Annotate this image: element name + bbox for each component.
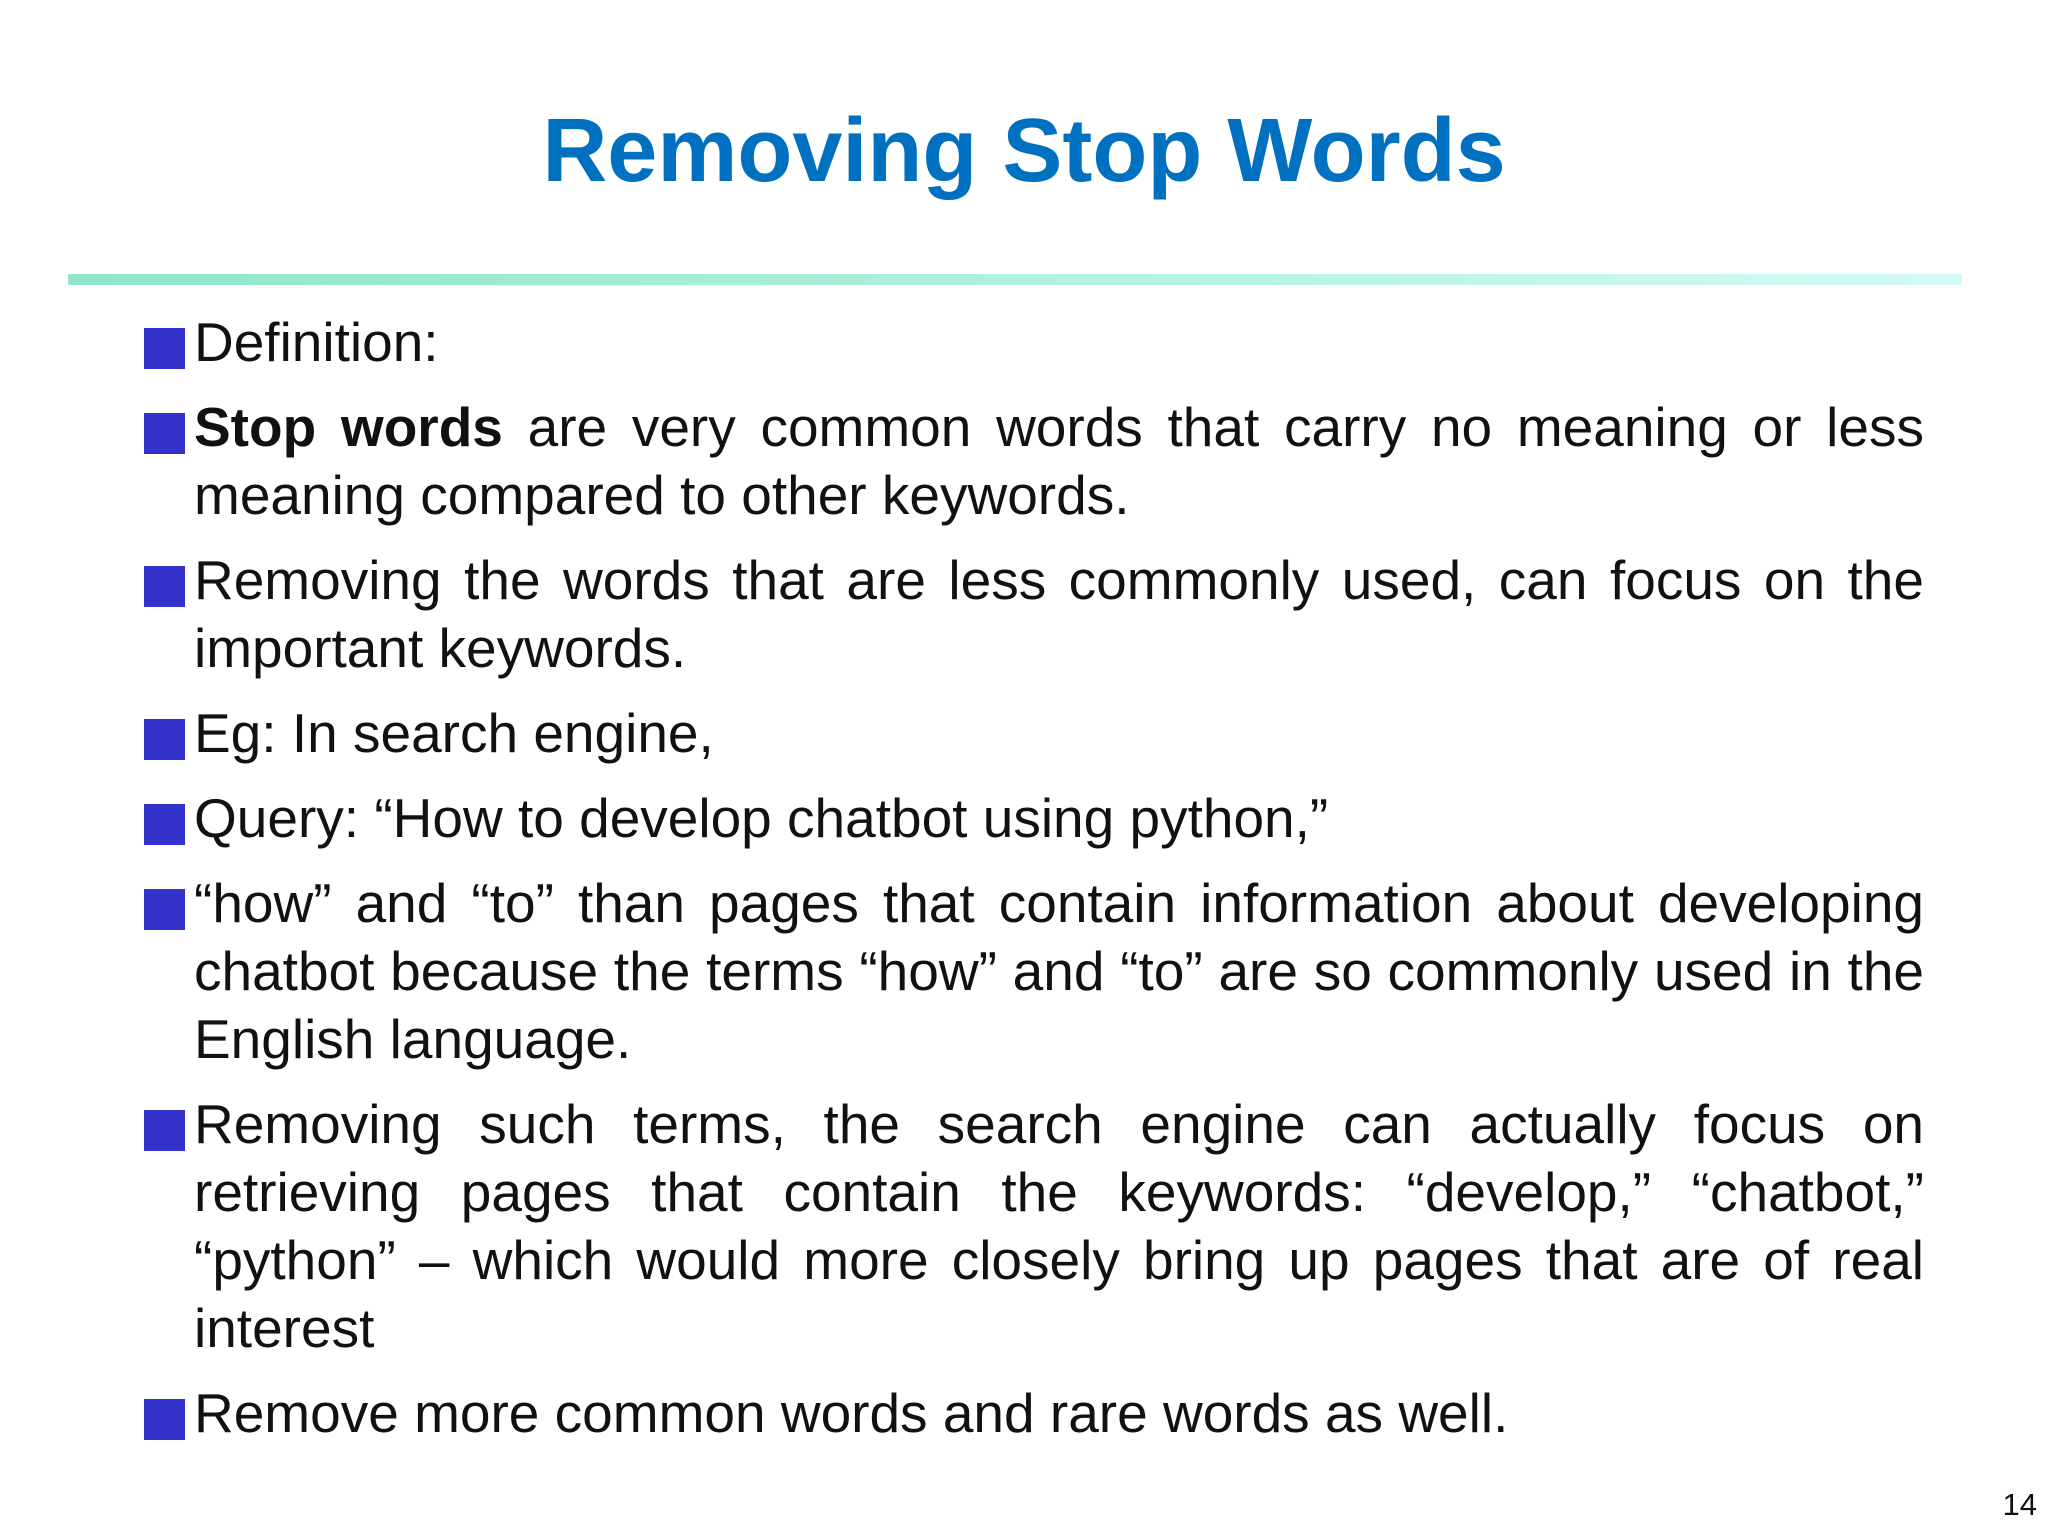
bullet-text xyxy=(194,396,1924,526)
bullet-example xyxy=(144,699,1924,767)
bullet-stop-words xyxy=(144,393,1924,529)
square-bullet-icon xyxy=(144,1110,185,1151)
square-bullet-icon xyxy=(144,804,185,845)
bullet-text: Query: “How to develop chatbot using python,” xyxy=(194,787,1329,849)
bullet-how-to xyxy=(144,869,1924,1073)
square-bullet-icon xyxy=(144,1399,185,1440)
bullet-text: Definition: xyxy=(194,311,439,373)
bullet-text: Removing the words that are less commonly used, can focus on the important keywords. xyxy=(194,549,1924,679)
bullet-remove-common-rare xyxy=(144,1379,1924,1447)
title-divider xyxy=(68,274,1962,285)
square-bullet-icon xyxy=(144,889,185,930)
bold-term: Stop words xyxy=(194,396,503,458)
bullet-list xyxy=(144,308,1924,1464)
slide-title: Removing Stop Words xyxy=(542,101,1506,201)
page-number: 14 xyxy=(2002,1487,2037,1522)
bullet-removing-terms xyxy=(144,1090,1924,1362)
square-bullet-icon xyxy=(144,413,185,454)
bullet-text-rest: are very common words that carry no meaning or less meaning compared to other keywords. xyxy=(194,396,1924,526)
square-bullet-icon xyxy=(144,566,185,607)
bullet-text: Remove more common words and rare words as well. xyxy=(194,1382,1509,1444)
bullet-query xyxy=(144,784,1924,852)
bullet-text: “how” and “to” than pages that contain information about developing chatbot because the terms “how” and “to” are so commonly used in the English language. xyxy=(194,872,1924,1070)
bullet-text: Eg: In search engine, xyxy=(194,702,714,764)
square-bullet-icon xyxy=(144,719,185,760)
square-bullet-icon xyxy=(144,328,185,369)
bullet-text: Removing such terms, the search engine can actually focus on retrieving pages that contain the keywords: “develop,” “chatbot,” “python” – which would more closely bring up pages that are of real interest xyxy=(194,1093,1924,1359)
bullet-definition xyxy=(144,308,1924,376)
bullet-removing-words xyxy=(144,546,1924,682)
